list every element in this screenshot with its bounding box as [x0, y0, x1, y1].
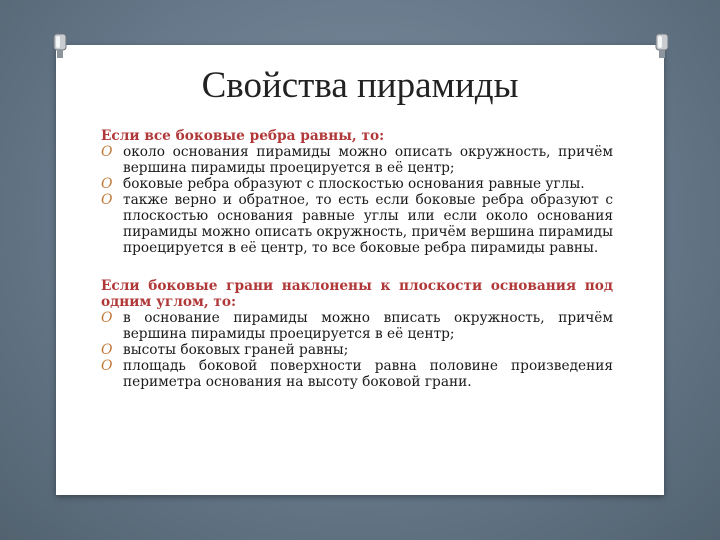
list-item-text: высоты боковых граней равны; [123, 342, 349, 358]
bullet-icon: O [101, 310, 113, 326]
slide-content [101, 128, 613, 390]
bullet-icon: O [101, 176, 113, 192]
section-heading: Если все боковые ребра равны, то: [101, 128, 385, 144]
list-item-text: также верно и обратное, то есть если боковые ребра образуют с плоскостью основания равные углы или если около основания пирамиды можно описать окружность, причём вершина пирамиды проецируется в её центр, то все боковые ребра пирамиды равны. [123, 192, 613, 256]
bullet-icon: O [101, 358, 113, 374]
list-item [101, 176, 613, 192]
list-item [101, 310, 613, 342]
bullet-icon: O [101, 144, 113, 160]
list-item-text: площадь боковой поверхности равна половине произведения периметра основания на высоту боковой грани. [123, 358, 613, 390]
pushpin-icon [654, 32, 670, 60]
list-item [101, 342, 613, 358]
list-item-text: боковые ребра образуют с плоскостью основания равные углы. [123, 176, 585, 192]
bullet-icon: O [101, 192, 113, 208]
list-item-text: около основания пирамиды можно описать окружность, причём вершина пирамиды проецируется в её центр; [123, 144, 613, 176]
bullet-list [101, 144, 613, 256]
list-item [101, 358, 613, 390]
slide-title: Свойства пирамиды [201, 65, 519, 106]
list-item [101, 144, 613, 176]
bullet-icon: O [101, 342, 113, 358]
list-item-text: в основание пирамиды можно вписать окружность, причём вершина пирамиды проецируется в её центр; [123, 310, 613, 342]
bullet-list [101, 310, 613, 390]
pushpin-icon [52, 32, 68, 60]
list-item [101, 192, 613, 256]
section-heading: Если боковые грани наклонены к плоскости основания под одним углом, то: [101, 278, 613, 310]
